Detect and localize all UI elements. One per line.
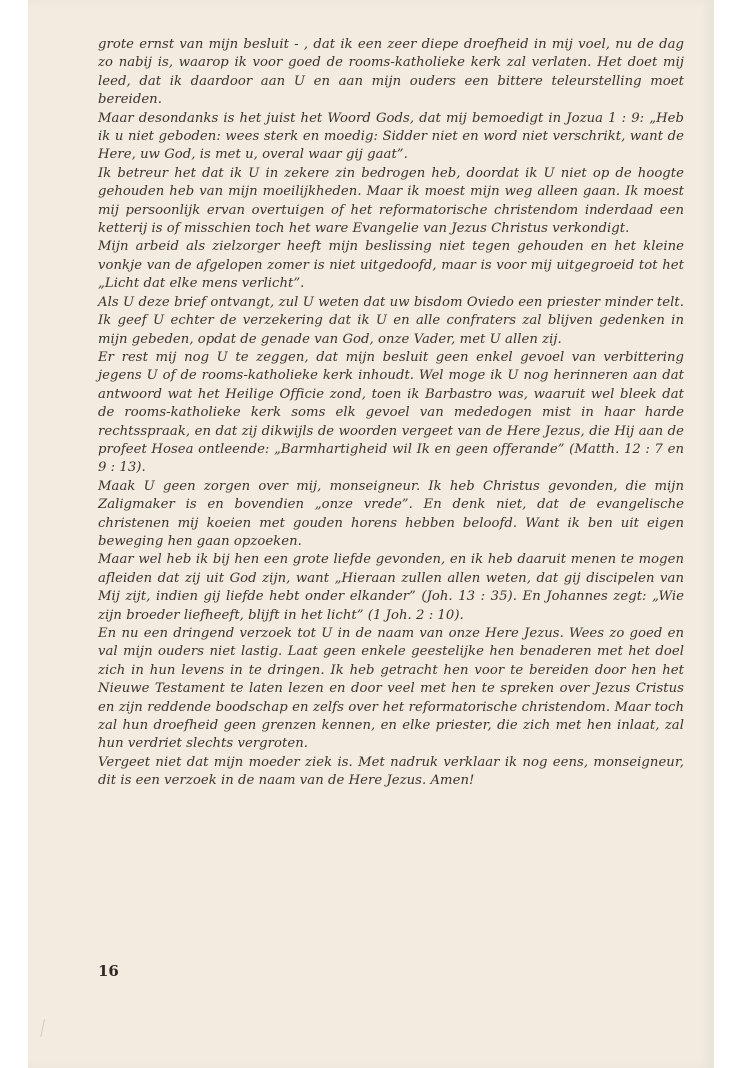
paragraph: Er rest mij nog U te zeggen, dat mijn besluit geen enkel gevoel van verbittering jegens U of de rooms-katholieke kerk inhoudt. Wel moge ik U nog herinneren aan dat antwoord wat het Heilige Officie zond, toen ik Barbastro was, waaruit wel bleek dat de rooms-katholieke kerk soms elk gevoel van mededogen mist in haar harde rechtsspraak, en dat zij dikwijls de woorden vergeet van de Here Jezus, die Hij aan de profeet Hosea ontleende: „Barmhartigheid wil Ik en geen offerande” (Matth. 12 : 7 en 9 : 13). — [98, 349, 684, 476]
paragraph: Mijn arbeid als zielzorger heeft mijn beslissing niet tegen gehouden en het kleine vonkje van de afgelopen zomer is niet uitgedoofd, maar is voor mij uitgegroeid tot het „Licht dat elke mens verlicht”. — [98, 239, 684, 292]
paragraph: grote ernst van mijn besluit - , dat ik een zeer diepe droefheid in mij voel, nu de dag zo nabij is, waarop ik voor goed de rooms-katholieke kerk zal verlaten. Het doet mij leed, dat ik daardoor aan U en aan mijn ouders een bittere teleurstelling moet bereiden. — [98, 37, 684, 108]
body-text — [98, 36, 684, 791]
page-number: 16 — [98, 962, 119, 980]
paragraph: Als U deze brief ontvangt, zul U weten dat uw bisdom Oviedo een priester minder telt. Ik geef U echter de verzekering dat ik U en alle confraters zal blijven gedenken in mijn gebeden, opdat de genade van God, onze Vader, met U allen zij. — [98, 294, 684, 347]
paragraph: En nu een dringend verzoek tot U in de naam van onze Here Jezus. Wees zo goed en val mijn ouders niet lastig. Laat geen enkele geestelijke hen benaderen met het doel zich in hun levens in te dringen. Ik heb getracht hen voor te bereiden door hen het Nieuwe Testament te laten lezen en door veel met hen te spreken over Jezus Cristus en zijn reddende boodschap en zelfs over het reformatorische christendom. Maar toch zal hun droefheid geen grenzen kennen, en elke priester, die zich met hen inlaat, zal hun verdriet slechts vergroten. — [98, 626, 684, 752]
paragraph: Vergeet niet dat mijn moeder ziek is. Met nadruk verklaar ik nog eens, monseigneur, dit is een verzoek in de naam van de Here Jezus. Amen! — [98, 754, 684, 789]
paragraph: Maar desondanks is het juist het Woord Gods, dat mij bemoedigt in Jozua 1 : 9: „Heb ik u niet geboden: wees sterk en moedig: Sidder niet en word niet verschrikt, want de Here, uw God, is met u, overal waar gij gaat”. — [98, 110, 684, 163]
paragraph: Ik betreur het dat ik U in zekere zin bedrogen heb, doordat ik U niet op de hoogte gehouden heb van mijn moeilijkheden. Maar ik moest mijn weg alleen gaan. Ik moest mij persoonlijk ervan overtuigen of het reformatorische christendom inderdaad een ketterij is of misschien toch het ware Evangelie van Jezus Christus verkondigt. — [98, 165, 684, 237]
book-page — [28, 0, 714, 1068]
paragraph: Maak U geen zorgen over mij, monseigneur. Ik heb Christus gevonden, die mijn Zaligmaker is en bovendien „onze vrede”. En denk niet, dat de evangelische christenen mij koeien met gouden horens hebben beloofd. Want ik ben uit eigen beweging hen gaan opzoeken. — [98, 478, 684, 549]
pencil-mark — [40, 1019, 53, 1038]
paragraph: Maar wel heb ik bij hen een grote liefde gevonden, en ik heb daaruit menen te mogen afleiden dat zij uit God zijn, want „Hieraan zullen allen weten, dat gij discipelen van Mij zijt, indien gij liefde hebt onder elkander” (Joh. 13 : 35). En Johannes zegt: „Wie zijn broeder liefheeft, blijft in het licht” (1 Joh. 2 : 10). — [98, 552, 684, 623]
